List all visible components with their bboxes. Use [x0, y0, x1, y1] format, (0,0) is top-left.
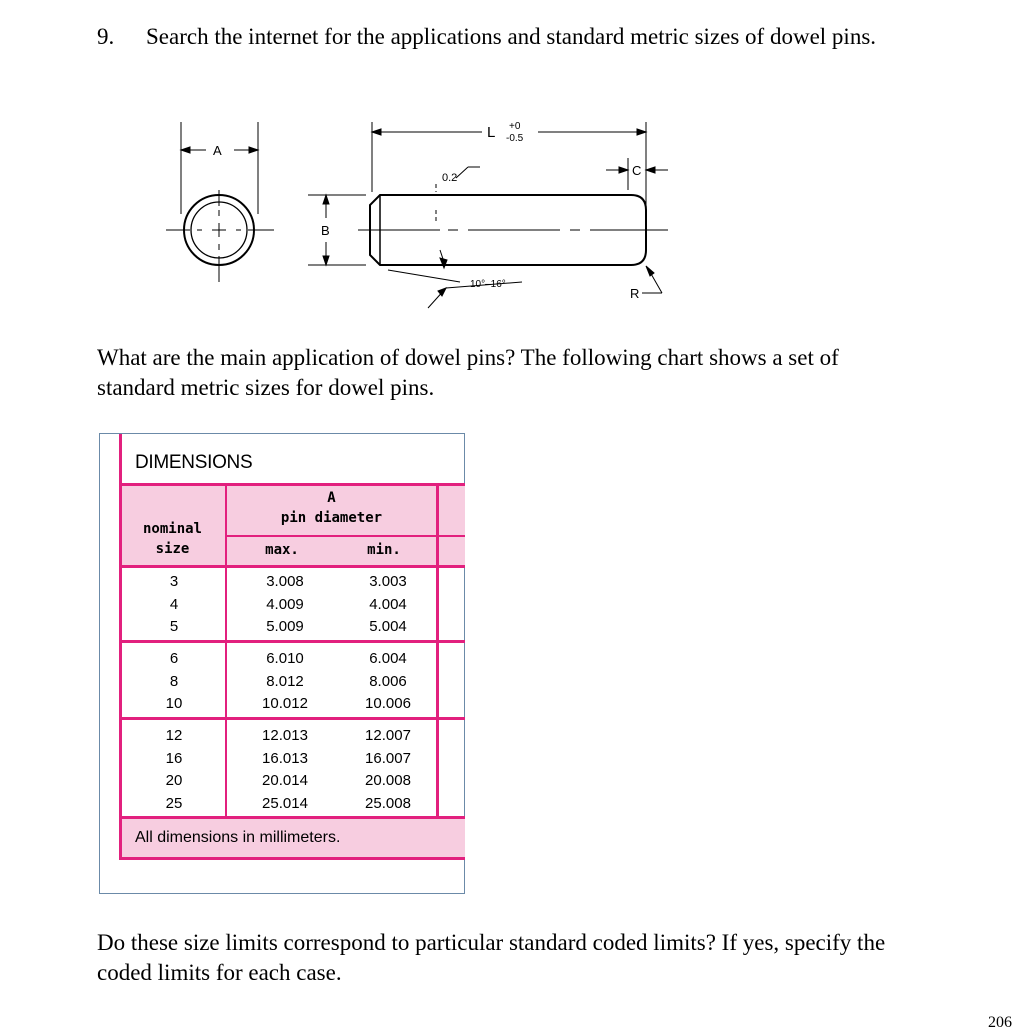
tol-lower: -0.5	[506, 133, 524, 144]
runout-value: 0.2	[442, 172, 458, 184]
paragraph-coded-limits	[97, 928, 885, 988]
cell-value: 12.013	[262, 727, 308, 744]
label-c: C	[632, 163, 642, 178]
header-nominal-line: size	[155, 541, 190, 557]
cell-value: 16	[165, 749, 183, 767]
cell-value: 25	[165, 794, 183, 812]
group-1-min	[348, 571, 428, 639]
cell-value: 10	[165, 695, 183, 712]
label-r: R	[630, 286, 640, 301]
cell-value: 6.010	[266, 650, 304, 667]
cell-value: 25.008	[365, 794, 411, 812]
cell-value: 16.013	[262, 749, 308, 767]
cell-value: 20.008	[365, 772, 411, 789]
cell-value: 6.004	[369, 650, 407, 667]
label-b: B	[321, 223, 330, 238]
cell-value: 3.008	[266, 573, 304, 590]
table-title: DIMENSIONS	[135, 452, 253, 473]
paragraph-line: What are the main application of dowel pins? The following chart shows a set of	[97, 345, 839, 370]
paragraph-applications	[97, 343, 839, 403]
header-nominal	[120, 519, 225, 559]
question-number: 9.	[97, 24, 115, 49]
cell-value: 3	[169, 573, 179, 590]
cell-value: 4	[169, 595, 179, 613]
rule	[120, 717, 465, 720]
group-3-min	[348, 725, 428, 815]
cell-value: 12.007	[365, 727, 411, 744]
rule	[120, 816, 465, 819]
cell-value: 8.006	[369, 672, 407, 690]
page-number-partial: 206	[988, 1014, 1012, 1031]
rule	[225, 535, 465, 537]
header-min: min.	[367, 542, 401, 558]
cell-value: 20.014	[262, 772, 308, 789]
dowel-pin-drawing	[150, 110, 690, 320]
paragraph-line: coded limits for each case.	[97, 960, 342, 985]
header-pin-diameter: pin diameter	[280, 510, 383, 526]
group-2-nominal	[144, 648, 204, 716]
rule	[120, 565, 465, 568]
angle-label: 10°–16°	[470, 279, 506, 290]
cell-value: 6	[169, 650, 179, 667]
rule	[225, 483, 227, 818]
group-1-max	[245, 571, 325, 639]
label-l: L	[487, 124, 496, 141]
paragraph-line: standard metric sizes for dowel pins.	[97, 375, 435, 400]
cell-value: 8.012	[266, 672, 304, 690]
header-max: max.	[265, 542, 299, 558]
cell-value: 3.003	[369, 573, 407, 590]
cell-value: 10.012	[262, 695, 308, 712]
tol-upper: +0	[509, 121, 521, 132]
paragraph-line: Do these size limits correspond to particular standard coded limits? If yes, specify the	[97, 930, 886, 955]
header-a: A	[327, 490, 336, 506]
rule	[119, 434, 122, 860]
cell-value: 8	[169, 672, 179, 690]
cell-value: 16.007	[365, 749, 411, 767]
label-a: A	[213, 143, 222, 158]
cell-value: 5.004	[369, 618, 407, 635]
cell-value: 5	[169, 618, 179, 635]
dimensions-table	[99, 433, 465, 894]
cell-value: 4.009	[266, 595, 304, 613]
question-text: Search the internet for the applications and standard metric sizes of dowel pins.	[146, 24, 877, 49]
group-1-nominal	[144, 571, 204, 639]
cell-value: 12	[165, 727, 183, 744]
table-footer-note: All dimensions in millimeters.	[135, 829, 341, 846]
rule	[120, 483, 465, 486]
rule	[120, 640, 465, 643]
group-3-nominal	[144, 725, 204, 815]
cell-value: 4.004	[369, 595, 407, 613]
group-3-max	[245, 725, 325, 815]
header-nominal-line: nominal	[142, 521, 202, 537]
cell-value: 20	[165, 772, 183, 789]
group-2-min	[348, 648, 428, 716]
rule	[436, 483, 439, 818]
group-2-max	[245, 648, 325, 716]
cell-value: 10.006	[365, 695, 411, 712]
cell-value: 5.009	[266, 618, 304, 635]
rule	[120, 857, 465, 860]
cell-value: 25.014	[262, 794, 308, 812]
